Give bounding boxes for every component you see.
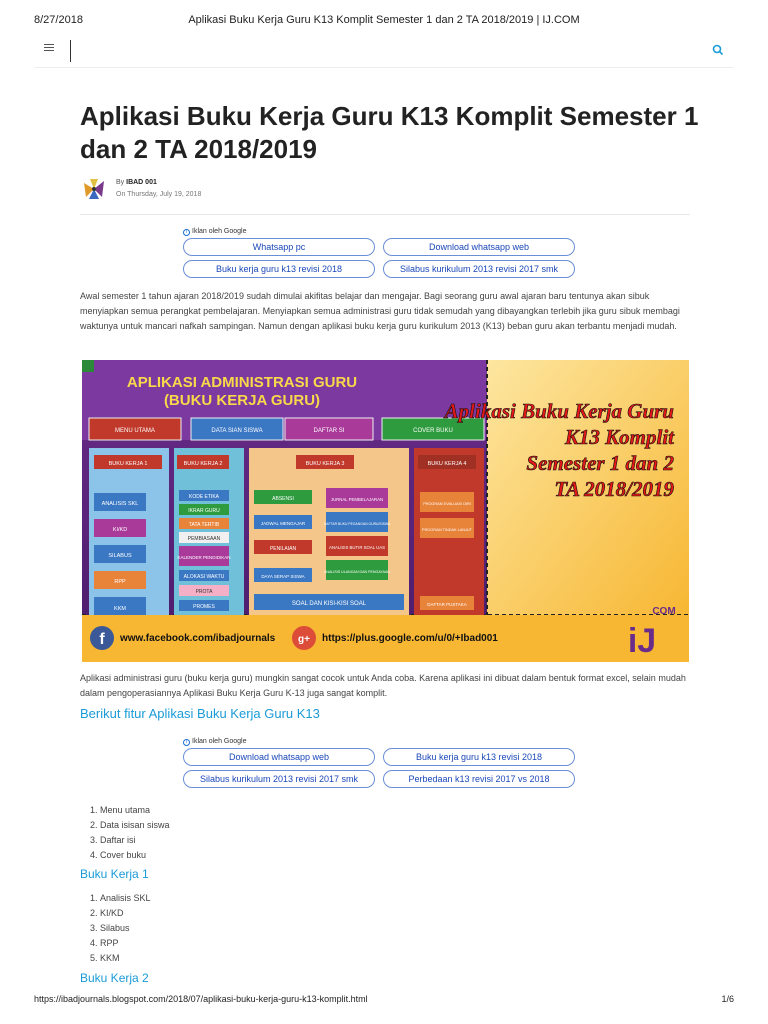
banner-col1-item: RPP — [114, 579, 126, 585]
banner-logo-sub: COM — [652, 606, 676, 617]
list-item: 2. Data isisan siswa — [100, 818, 170, 833]
banner-col3-bottom: SOAL DAN KISI-KISI SOAL — [291, 601, 367, 607]
main-feature-list — [88, 803, 170, 863]
list-item: 1. Menu utama — [100, 803, 170, 818]
ads-block-2 — [183, 736, 579, 788]
body-paragraph: Aplikasi administrasi guru (buku kerja guru) mungkin sangat cocok untuk Anda coba. Karena aplikasi ini dibuat dalam bentuk format excel, selain mudah dalam pengoperasiannya Aplikasi Buku Kerja Guru K-13 juga sangat komplit. — [80, 673, 686, 698]
banner-col3-item: ABSENSI — [272, 496, 294, 502]
bk1-heading: Buku Kerja 1 — [80, 867, 149, 881]
ad-link[interactable]: Silabus kurikulum 2013 revisi 2017 smk — [183, 770, 375, 788]
banner-col2-item: PEMBIASAAN — [187, 536, 221, 542]
list-item: 3. Daftar isi — [100, 833, 170, 848]
ad-link[interactable]: Silabus kurikulum 2013 revisi 2017 smk — [383, 260, 575, 278]
banner-col3-item: JURNAL PEMBELAJARAN — [330, 497, 384, 502]
banner-overlay-2: K13 Komplit — [564, 425, 674, 449]
banner-col3-item: DAFTAR BUKU PEGANGAN GURU/SISWA — [323, 522, 391, 526]
print-header — [0, 14, 768, 30]
banner-col4-item: PROGRAM EVALUASI DIRI — [423, 502, 471, 506]
banner-btn-menu: MENU UTAMA — [115, 428, 155, 434]
banner-overlay-4: TA 2018/2019 — [554, 477, 674, 501]
banner-gplus-url: https://plus.google.com/u/0/+Ibad001 — [322, 633, 498, 644]
ad-link[interactable]: Whatsapp pc — [183, 238, 375, 256]
ad-link[interactable]: Buku kerja guru k13 revisi 2018 — [183, 260, 375, 278]
avatar[interactable] — [80, 175, 108, 203]
banner-btn-daftar: DAFTAR SI — [313, 428, 345, 434]
banner-heading-1: APLIKASI ADMINISTRASI GURU — [126, 374, 358, 391]
banner-overlay-1: Aplikasi Buku Kerja Guru — [444, 399, 674, 423]
banner-col3-item: PENILAIAN — [269, 546, 297, 552]
banner-overlay-3: Semester 1 dan 2 — [526, 451, 674, 475]
intro-paragraph: Awal semester 1 tahun ajaran 2018/2019 sudah dimulai akifitas belajar dan mengajar. Bagi seorang guru awal ajaran baru tentunya akan sibuk menyiapkan semua perangkat pembelajaran. Menyiapkan semua administrasi guru tidak semudah yang dibayangkan terlebih jika guru sibuk membagi waktunya untuk mancari nafkah sampingan. Namun dengan aplikasi buku kerja guru kurikulum 2013 (K13) beban guru akan terbantu menjadi mudah. — [80, 291, 680, 331]
list-item: 3. Silabus — [100, 921, 151, 936]
hamburger-icon[interactable] — [44, 44, 54, 54]
list-item: 5. KKM — [100, 951, 151, 966]
banner-col1-item: KI/KD — [112, 527, 128, 533]
banner-image[interactable] — [82, 360, 689, 662]
banner-col2-title: BUKU KERJA 2 — [183, 461, 223, 467]
post-title: Aplikasi Buku Kerja Guru K13 Komplit Semester 1 dan 2 TA 2018/2019 — [80, 101, 699, 164]
banner-col4-title: BUKU KERJA 4 — [427, 461, 467, 467]
banner-col2-item: ALOKASI WAKTU — [183, 574, 225, 580]
list-item: 1. Analisis SKL — [100, 891, 151, 906]
banner-col2-item: KODE ETIKA — [188, 494, 220, 500]
banner-facebook-url: www.facebook.com/ibadjournals — [120, 633, 276, 644]
ads-block-1 — [183, 226, 579, 278]
print-url: https://ibadjournals.blogspot.com/2018/07/aplikasi-buku-kerja-guru-k13-komplit.html — [34, 994, 368, 1004]
info-icon: i — [183, 739, 190, 746]
banner-col2-item: PROMES — [193, 604, 215, 610]
banner-col3-item: DAYA SERAP SISWA — [261, 574, 305, 579]
info-icon: i — [183, 229, 190, 236]
banner-col2-item: IKRAR GURU — [188, 508, 220, 514]
banner-col3-item: JADWAL MENGAJAR — [260, 521, 306, 526]
search-icon[interactable] — [712, 44, 724, 56]
banner-logo: iJ — [627, 622, 657, 660]
banner-col3-title: BUKU KERJA 3 — [305, 461, 345, 467]
facebook-icon: f — [99, 631, 105, 648]
ads-label[interactable]: i Iklan oleh Google — [183, 736, 579, 748]
banner-btn-cover: COVER BUKU — [413, 428, 453, 434]
banner-col4-item: PROGRAM TINDAK LANJUT — [422, 528, 472, 532]
top-navbar — [34, 34, 734, 68]
banner-col1-item: ANALISIS SKL — [101, 501, 139, 507]
banner-col2-item: TATA TERTIB — [188, 522, 220, 528]
banner-heading-2: (BUKU KERJA GURU) — [163, 392, 321, 409]
print-date: 8/27/2018 — [34, 14, 83, 26]
banner-col3-item: ANALISIS BUTIR SOAL UAS — [329, 545, 385, 550]
banner-col4-bottom: DAFTAR PUSTAKA — [427, 602, 467, 607]
post-date: On Thursday, July 19, 2018 — [116, 191, 202, 198]
list-item: 4. Cover buku — [100, 848, 170, 863]
author-prefix: By — [116, 179, 125, 186]
list-item: 4. RPP — [100, 936, 151, 951]
ad-link[interactable]: Download whatsapp web — [183, 748, 375, 766]
banner-col2-item: PROTA — [195, 589, 213, 595]
banner-col1-item: SILABUS — [108, 553, 132, 559]
banner-col2-item: KALENDER PENDIDIKAN — [177, 555, 231, 560]
google-plus-icon: g+ — [298, 634, 310, 645]
bk2-heading: Buku Kerja 2 — [80, 971, 149, 985]
print-page-number: 1/6 — [721, 994, 734, 1004]
ad-link[interactable]: Perbedaan k13 revisi 2017 vs 2018 — [383, 770, 575, 788]
features-heading: Berikut fitur Aplikasi Buku Kerja Guru K13 — [80, 706, 320, 721]
list-item: 2. KI/KD — [100, 906, 151, 921]
author-line — [116, 179, 157, 186]
banner-col3-item: ANALISIS ULANGAN DAN PENGAYAAN — [324, 570, 390, 574]
bk1-list — [88, 891, 151, 966]
print-title: Aplikasi Buku Kerja Guru K13 Komplit Semester 1 dan 2 TA 2018/2019 | IJ.COM — [188, 14, 580, 26]
ad-link[interactable]: Download whatsapp web — [383, 238, 575, 256]
ad-link[interactable]: Buku kerja guru k13 revisi 2018 — [383, 748, 575, 766]
title-divider — [80, 214, 690, 215]
banner-btn-data: DATA SIAN SISWA — [211, 428, 263, 434]
nav-separator — [70, 40, 71, 62]
author-name[interactable]: IBAD 001 — [126, 179, 157, 186]
print-footer — [0, 994, 768, 1008]
banner-col1-item: KKM — [114, 606, 126, 612]
banner-col1-title: BUKU KERJA 1 — [108, 461, 148, 467]
ads-label[interactable]: i Iklan oleh Google — [183, 226, 579, 238]
